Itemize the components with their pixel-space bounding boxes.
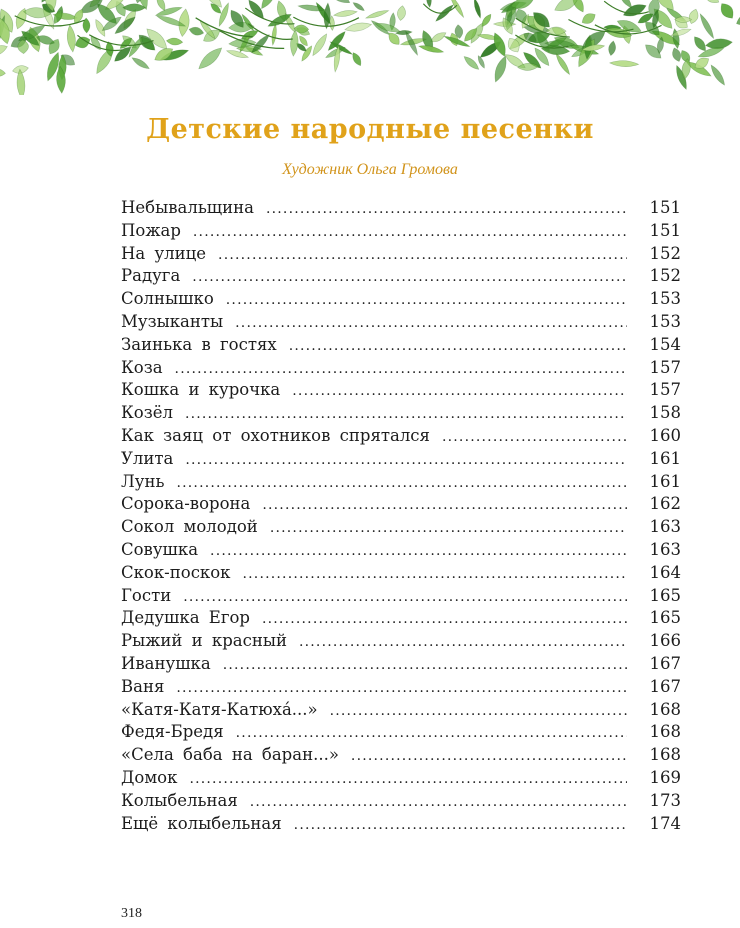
leaf-shape [258,0,279,11]
toc-entry-page: 173 [649,790,681,810]
toc-entry-page: 160 [649,425,681,445]
toc-row [121,586,681,609]
toc-row [121,791,681,814]
toc-entry-title: Музыканты [121,311,224,331]
toc-entry-page: 153 [649,289,681,309]
dot-leader [192,269,627,285]
leaf-shape [396,5,406,21]
leaf-shape [333,9,357,18]
leaf-shape [66,25,77,53]
leaf-shape [350,51,363,67]
toc-entry-page: 174 [649,813,681,833]
toc-entry-title: Скок-поскок [121,562,231,582]
toc-row [121,700,681,723]
dot-leader [266,201,627,217]
toc-entry-title: Пожар [121,220,181,240]
toc-entry-page: 164 [649,562,681,582]
dot-leader [223,657,627,673]
leaf-shape [607,40,616,56]
leaf-shape [88,34,103,51]
toc-entry-title: Гости [121,585,172,605]
toc-row [121,472,681,495]
leaf-shape [734,10,740,29]
toc-row [121,312,681,335]
leaf-shape [188,26,204,37]
toc-row [121,631,681,654]
toc-entry-page: 168 [649,722,681,742]
toc-row [121,608,681,631]
toc-entry-page: 161 [649,448,681,468]
toc-entry-title: Совушка [121,539,199,559]
dot-leader [442,429,627,445]
dot-leader [235,315,627,331]
leaf-shape [698,13,716,40]
toc-row [121,449,681,472]
toc-entry-page: 151 [649,220,681,240]
toc-entry-title: Иванушка [121,653,211,673]
leaf-shape [717,0,736,21]
leaf-shape [73,35,92,51]
leaf-shape [610,60,639,67]
toc-entry-title: Колыбельная [121,790,238,810]
leaf-shape [492,54,510,83]
dot-leader [262,611,627,627]
toc-entry-title: Дедушка Егор [121,608,250,628]
leaf-shape [702,0,720,6]
toc-entry-page: 168 [649,699,681,719]
dot-leader [243,566,628,582]
toc-entry-page: 154 [649,334,681,354]
toc-row [121,563,681,586]
toc-entry-title: Лунь [121,471,165,491]
dot-leader [185,452,627,468]
toc-row [121,426,681,449]
toc-entry-page: 163 [649,517,681,537]
leaf-shape [271,24,278,46]
dot-leader [294,817,627,833]
page-number: 318 [121,906,142,921]
dot-leader [289,338,627,354]
dot-leader [210,543,627,559]
toc-row [121,722,681,745]
toc-entry-title: Солнышко [121,289,214,309]
toc-entry-title: На улице [121,243,207,263]
toc-entry-title: Заинька в гостях [121,334,277,354]
toc-row [121,380,681,403]
leaf-shape [131,55,151,70]
leaf-shape [352,1,366,12]
toc-entry-title: Сорока-ворона [121,494,251,514]
toc-entry-page: 152 [649,266,681,286]
toc-entry-page: 157 [649,380,681,400]
leaf-shape [166,37,183,45]
leaf-shape [554,52,572,76]
toc-entry-title: «Катя-Катя-Катюха́...» [121,699,318,719]
toc-entry-page: 153 [649,311,681,331]
illustrator-credit: Художник Ольга Громова [282,161,458,178]
toc-row [121,221,681,244]
dot-leader [226,292,627,308]
toc-row [121,244,681,267]
dot-leader [193,224,627,240]
toc-entry-page: 152 [649,243,681,263]
toc-entry-title: Улита [121,448,174,468]
toc-row [121,289,681,312]
dot-leader [236,725,627,741]
dot-leader [299,634,627,650]
leaf-shape [195,44,225,72]
toc-row [121,540,681,563]
toc-entry-title: Как заяц от охотников спрятался [121,425,430,445]
toc-entry-page: 161 [649,471,681,491]
toc-entry-title: Кошка и курочка [121,380,281,400]
toc-row [121,768,681,791]
leaf-shape [0,43,9,58]
toc-entry-page: 163 [649,539,681,559]
leaf-shape [480,13,493,29]
dot-leader [292,383,627,399]
toc-entry-page: 165 [649,608,681,628]
toc-entry-title: Ваня [121,676,165,696]
toc-entry-page: 167 [649,676,681,696]
dot-leader [270,520,627,536]
toc-entry-page: 167 [649,653,681,673]
page-title: Детские народные песенки [146,114,594,145]
toc-entry-page: 165 [649,585,681,605]
toc-row [121,494,681,517]
leaf-shape [687,8,700,25]
toc-entry-title: Козёл [121,403,173,423]
toc-row [121,677,681,700]
leaf-shape [580,11,598,27]
dot-leader [250,794,627,810]
dot-leader [330,703,627,719]
leaf-shape [691,34,708,53]
toc-row [121,517,681,540]
toc-entry-title: Ещё колыбельная [121,813,282,833]
leaf-shape [709,63,728,87]
toc-entry-title: Сокол молодой [121,517,258,537]
dot-leader [176,680,627,696]
toc-row [121,745,681,768]
toc-row [121,266,681,289]
dot-leader [351,748,627,764]
toc-entry-title: Коза [121,357,163,377]
toc-entry-page: 168 [649,745,681,765]
toc-row [121,654,681,677]
toc-entry-title: Федя-Бредя [121,722,224,742]
leaf-shape [472,0,482,19]
foliage-illustration [0,0,740,95]
toc-entry-page: 166 [649,631,681,651]
toc-entry-page: 151 [649,198,681,217]
toc-entry-page: 157 [649,357,681,377]
leaf-shape [310,32,330,57]
dot-leader [185,406,627,422]
dot-leader [262,497,627,513]
leaf-shape [365,9,389,21]
toc-entry-title: Домок [121,767,178,787]
toc-row [121,814,681,837]
toc-entry-page: 169 [649,767,681,787]
dot-leader [218,247,627,263]
dot-leader [189,771,627,787]
toc-entry-title: Радуга [121,266,181,286]
leaf-shape [670,47,682,63]
leaf-shape [0,68,6,77]
leaf-shape [289,30,299,57]
toc-entry-title: «Села баба на баран...» [121,745,339,765]
dot-leader [175,361,627,377]
toc-entry-title: Рыжий и красный [121,631,287,651]
toc-entry-page: 158 [649,403,681,423]
toc-row [121,198,681,221]
dot-leader [176,475,627,491]
toc-entry-title: Небывальщина [121,198,254,217]
table-of-contents [121,198,681,836]
toc-row [121,358,681,381]
leaf-shape [326,0,352,6]
toc-row [121,335,681,358]
toc-entry-page: 162 [649,494,681,514]
dot-leader [183,589,627,605]
toc-row [121,403,681,426]
